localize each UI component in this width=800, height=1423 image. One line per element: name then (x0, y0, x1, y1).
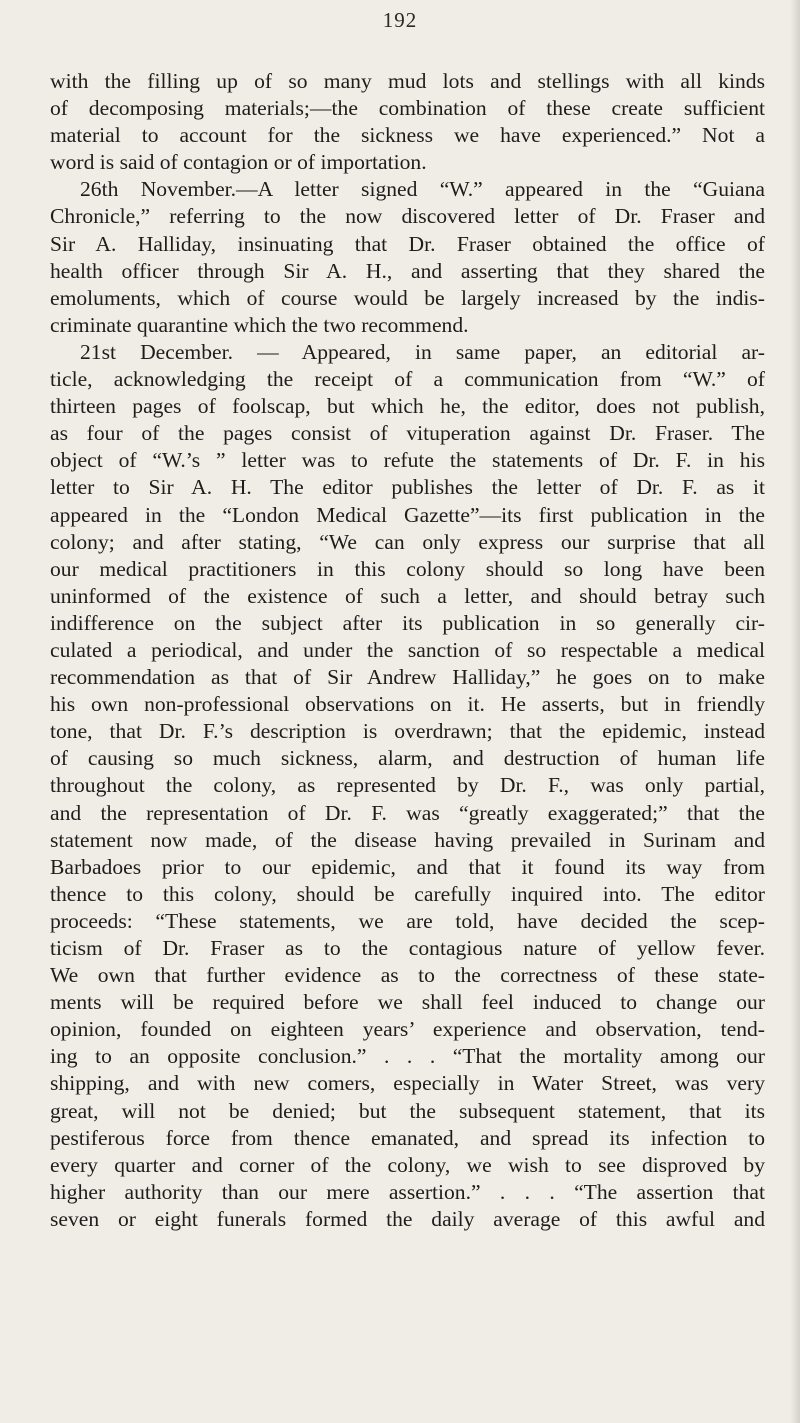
text-line: every quarter and corner of the colony, we wish to see disproved by (50, 1152, 765, 1177)
text-line: tone, that Dr. F.’s description is overdrawn; that the epidemic, instead (50, 719, 765, 744)
text-line: as four of the pages consist of vituperation against Dr. Fraser. The (50, 421, 765, 446)
text-line: with the filling up of so many mud lots and stellings with all kinds (50, 69, 765, 93)
text-line: shipping, and with new comers, especially in Water Street, was very (50, 1071, 765, 1096)
text-line: 21st December. — Appeared, in same paper, an editorial ar- (80, 339, 765, 364)
page-edge-shadow (790, 0, 800, 1423)
text-line: statement now made, of the disease having prevailed in Surinam and (50, 827, 765, 852)
text-line: ticle, acknowledging the receipt of a communication from “W.” of (50, 367, 765, 392)
text-line: of decomposing materials;—the combination of these create sufficient (50, 96, 765, 121)
text-line: thirteen pages of foolscap, but which he, the editor, does not publish, (50, 394, 765, 419)
text-line: our medical practitioners in this colony should so long have been (50, 556, 765, 581)
text-line: material to account for the sickness we have experienced.” Not a (50, 123, 765, 148)
text-line: culated a periodical, and under the sanction of so respectable a medical (50, 637, 765, 662)
body-text (50, 68, 765, 1233)
text-line: proceeds: “These statements, we are told, have decided the scep- (50, 908, 765, 933)
text-line: ments will be required before we shall feel induced to change our (50, 990, 765, 1015)
text-line: recommendation as that of Sir Andrew Halliday,” he goes on to make (50, 665, 765, 690)
text-line: uninformed of the existence of such a letter, and should betray such (50, 583, 765, 608)
text-line: his own non-professional observations on it. He asserts, but in friendly (50, 692, 765, 717)
text-line: higher authority than our mere assertion.” . . . “The assertion that (50, 1179, 765, 1204)
text-line: ing to an opposite conclusion.” . . . “That the mortality among our (50, 1044, 765, 1069)
text-line: criminate quarantine which the two recommend. (50, 312, 469, 337)
text-line: great, will not be denied; but the subsequent statement, that its (50, 1098, 765, 1123)
text-line: Sir A. Halliday, insinuating that Dr. Fraser obtained the office of (50, 231, 765, 256)
page-number: 192 (382, 8, 418, 32)
text-line: 26th November.—A letter signed “W.” appeared in the “Guiana (80, 177, 765, 202)
text-line: opinion, founded on eighteen years’ experience and observation, tend- (50, 1017, 765, 1042)
text-line: object of “W.’s ” letter was to refute the statements of Dr. F. in his (50, 448, 765, 473)
text-line: of causing so much sickness, alarm, and destruction of human life (50, 746, 765, 771)
text-line: emoluments, which of course would be largely increased by the indis- (50, 285, 765, 310)
text-line: thence to this colony, should be carefully inquired into. The editor (50, 881, 765, 906)
text-line: Chronicle,” referring to the now discovered letter of Dr. Fraser and (50, 204, 765, 229)
text-line: appeared in the “London Medical Gazette”—its first publication in the (50, 502, 765, 527)
text-line: word is said of contagion or of importation. (50, 150, 427, 175)
text-line: health officer through Sir A. H., and asserting that they shared the (50, 258, 765, 283)
text-line: letter to Sir A. H. The editor publishes the letter of Dr. F. as it (50, 475, 765, 500)
text-line: throughout the colony, as represented by Dr. F., was only partial, (50, 773, 765, 798)
text-line: seven or eight funerals formed the daily average of this awful and (50, 1206, 765, 1231)
text-line: We own that further evidence as to the correctness of these state- (50, 963, 765, 988)
text-line: ticism of Dr. Fraser as to the contagious nature of yellow fever. (50, 936, 765, 960)
text-line: and the representation of Dr. F. was “greatly exaggerated;” that the (50, 800, 765, 825)
text-line: Barbadoes prior to our epidemic, and that it found its way from (50, 854, 765, 879)
text-line: indifference on the subject after its publication in so generally cir- (50, 610, 765, 635)
text-line: pestiferous force from thence emanated, and spread its infection to (50, 1125, 765, 1150)
text-line: colony; and after stating, “We can only express our surprise that all (50, 529, 765, 554)
